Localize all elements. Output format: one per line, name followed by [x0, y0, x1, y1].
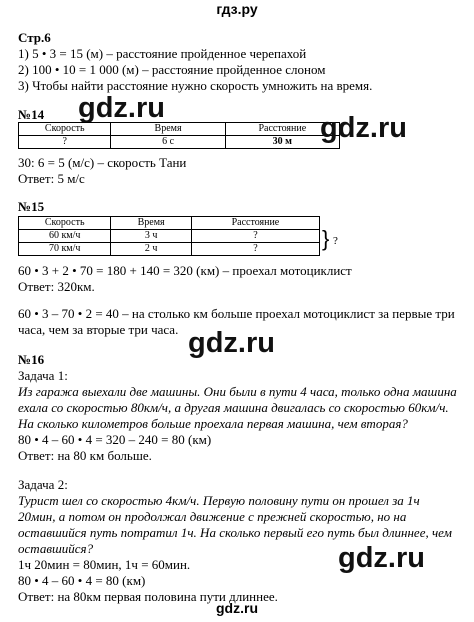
watermark: gdz.ru — [188, 327, 275, 359]
task16-problem1-answer: Ответ: на 80 км больше. — [18, 448, 152, 463]
task16-problem2-text: Турист шел со скоростью 4км/ч. Первую половину пути он прошел за 1ч — [18, 493, 420, 508]
task15-line: 60 • 3 – 70 • 2 = 40 – на столько км больше проехал мотоциклист за первые три — [18, 306, 455, 321]
site-title: гдз.ру — [216, 1, 258, 17]
watermark: gdz.ru — [338, 542, 425, 574]
table-cell: ? — [191, 243, 319, 256]
task14-line: 30: 6 = 5 (м/с) – скорость Тани — [18, 155, 187, 170]
task15-answer: Ответ: 320км. — [18, 279, 95, 294]
task16-problem2-text: оставшийся путь потратил 1ч. На сколько первый его путь был длиннее, чем — [18, 525, 452, 540]
page-line: 2) 100 • 10 = 1 000 (м) – расстояние пройденное слоном — [18, 62, 326, 77]
table-cell: 3 ч — [111, 230, 191, 243]
watermark: gdz.ru — [320, 112, 407, 144]
table-header-cell: Время — [111, 123, 225, 136]
task16-problem2-title: Задача 2: — [18, 477, 68, 492]
table-cell: ? — [191, 230, 319, 243]
task16-problem1-text: На сколько километров больше проехала первая машина, чем вторая? — [18, 416, 408, 431]
site-footer: gdz.ru — [216, 600, 258, 616]
task15-table — [18, 216, 320, 256]
task14-table — [18, 122, 340, 149]
task16-problem2-answer: Ответ: на 80км первая половина пути длиннее. — [18, 589, 278, 604]
task14-heading: №14 — [18, 107, 45, 122]
table-header-row — [19, 217, 320, 230]
table-row — [19, 136, 340, 149]
task16-problem2-text: 20мин, а потом он продолжал движение с прежней скоростью, но на — [18, 509, 407, 524]
task16-problem1-text: ехала со скоростью 80км/ч, а другая машина двигалась со скоростью 60км/ч. — [18, 400, 449, 415]
table-cell: 2 ч — [111, 243, 191, 256]
task16-problem2-text: оставшийся? — [18, 541, 94, 556]
table-header-cell: Время — [111, 217, 191, 230]
table-header-cell: Расстояние — [225, 123, 339, 136]
page-heading: Стр.6 — [18, 30, 51, 45]
task15-line: часа, чем за вторые три часа. — [18, 322, 179, 337]
table-header-cell: Скорость — [19, 123, 111, 136]
task15-line: 60 • 3 + 2 • 70 = 180 + 140 = 320 (км) – проехал мотоциклист — [18, 263, 352, 278]
task16-problem2-solution: 1ч 20мин = 80мин, 1ч = 60мин. — [18, 557, 191, 572]
table-header-row — [19, 123, 340, 136]
task16-problem2-solution: 80 • 4 – 60 • 4 = 80 (км) — [18, 573, 146, 588]
brace-question: ? — [333, 235, 338, 247]
table-cell: ? — [19, 136, 111, 149]
table-row — [19, 230, 320, 243]
task14-answer: Ответ: 5 м/с — [18, 171, 85, 186]
table-header-cell: Расстояние — [191, 217, 319, 230]
task16-heading: №16 — [18, 352, 45, 367]
table-cell: 30 м — [225, 136, 339, 149]
task16-problem1-text: Из гаража выехали две машины. Они были в пути 4 часа, только одна машина — [18, 384, 457, 399]
brace-icon: } — [322, 226, 330, 251]
table-cell: 6 с — [111, 136, 225, 149]
table-cell: 70 км/ч — [19, 243, 111, 256]
table-row — [19, 243, 320, 256]
table-header-cell: Скорость — [19, 217, 111, 230]
page-line: 1) 5 • 3 = 15 (м) – расстояние пройденное черепахой — [18, 46, 307, 61]
table-cell: 60 км/ч — [19, 230, 111, 243]
watermark: gdz.ru — [78, 92, 165, 124]
task15-heading: №15 — [18, 199, 45, 214]
task16-problem1-title: Задача 1: — [18, 368, 68, 383]
page-line: 3) Чтобы найти расстояние нужно скорость умножить на время. — [18, 78, 373, 93]
task16-problem1-solution: 80 • 4 – 60 • 4 = 320 – 240 = 80 (км) — [18, 432, 212, 447]
